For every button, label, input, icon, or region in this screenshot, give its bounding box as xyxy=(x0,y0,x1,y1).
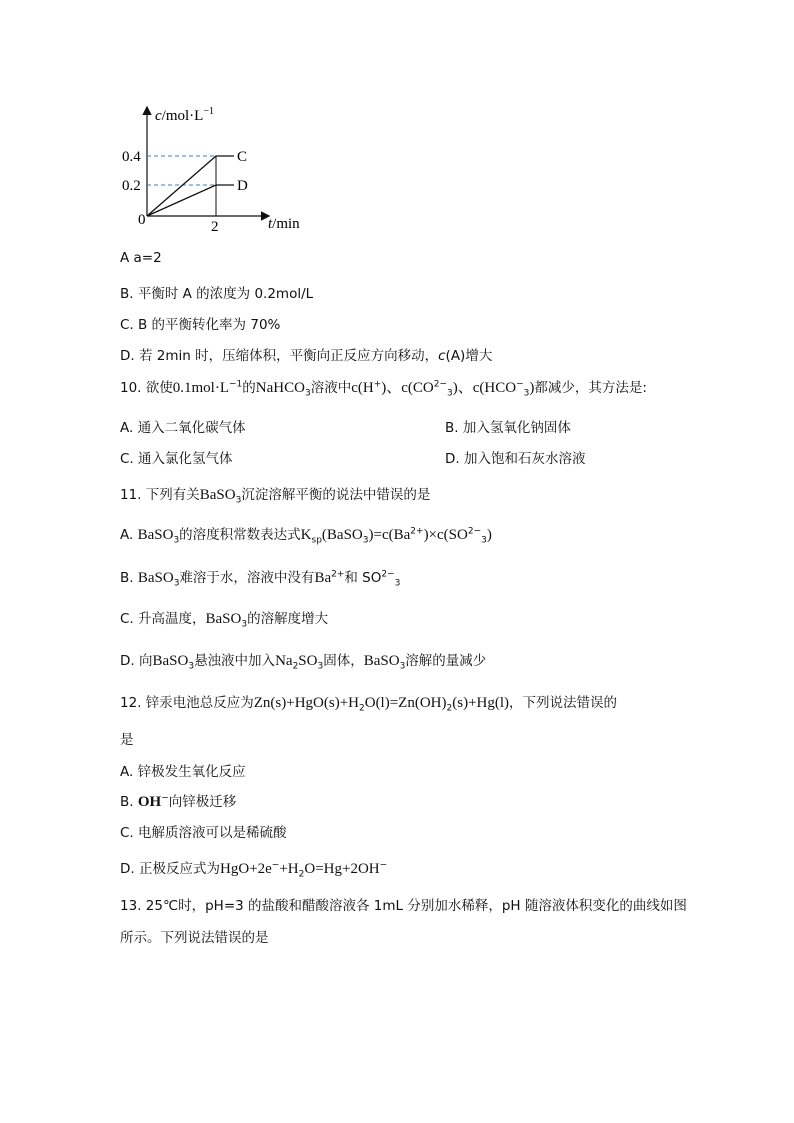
series-D-label: D xyxy=(237,178,248,194)
series-D-line xyxy=(147,185,234,216)
origin-label: 0 xyxy=(138,212,146,228)
q12-option-d: D. 正极反应式为$HgO+2e^-+H_2O=Hg+2OH^-$ xyxy=(120,860,388,880)
q11-option-d: D. 向BaSO$_3$悬浊液中加入$Na_2SO_3$固体，BaSO$_3$溶解的量减少 xyxy=(120,653,487,672)
concentration-time-graph xyxy=(110,100,320,240)
y-tick-0-2: 0.2 xyxy=(122,178,141,194)
q13-stem-line1: 13. 25℃时，pH=3 的盐酸和醋酸溶液各 1mL 分别加水稀释，pH 随溶液体积变化的曲线如图 xyxy=(120,898,687,914)
q10-option-a: A. 通入二氧化碳气体 xyxy=(120,420,246,436)
q9-option-d: D. 若 2min 时，压缩体积，平衡向正反应方向移动，c(A)增大 xyxy=(120,348,493,364)
series-C-label: C xyxy=(237,149,248,165)
y-axis-label: $c/mol\cdot L^{-1}$ xyxy=(155,106,214,124)
series-C-line xyxy=(147,156,234,216)
y-tick-0-4: 0.4 xyxy=(122,149,141,165)
q12-option-a: A. 锌极发生氧化反应 xyxy=(120,764,246,780)
q10-stem: 10. 欲使$0.1mol\cdot L^{-1}$的NaHCO$_3$溶液中c(H+)、$c(CO^{2-}_3)$、$c(HCO^-_3)$都减少，其方法是: xyxy=(120,379,647,399)
q12-option-b: B. OH−向锌极迁移 xyxy=(120,793,237,810)
q11-option-c: C. 升高温度，BaSO$_3$的溶解度增大 xyxy=(120,611,329,630)
q12-stem-cont: 是 xyxy=(120,732,134,748)
q9-option-a: A a=2 xyxy=(120,250,162,266)
x-tick-2: 2 xyxy=(211,219,219,235)
x-axis-label: t/min xyxy=(268,216,300,232)
q9-option-c: C. B 的平衡转化率为 70% xyxy=(120,317,281,333)
q10-option-d: D. 加入饱和石灰水溶液 xyxy=(445,451,586,467)
q9-option-b: B. 平衡时 A 的浓度为 0.2mol/L xyxy=(120,286,314,302)
q12-stem: 12. 锌汞电池总反应为$Zn(s)+HgO(s)+H_2O(l)=Zn(OH)_2(s)+Hg(l)$，下列说法错误的 xyxy=(120,695,618,714)
q12-option-c: C. 电解质溶液可以是稀硫酸 xyxy=(120,825,287,841)
q10-option-b: B. 加入氢氧化钠固体 xyxy=(445,420,571,436)
q13-stem-line2: 所示。下列说法错误的是 xyxy=(120,930,269,946)
q10-option-c: C. 通入氯化氢气体 xyxy=(120,451,233,467)
q11-option-b: B. BaSO$_3$难溶于水，溶液中没有$Ba^{2+}$和 $SO^{2-}_3$ xyxy=(120,569,401,589)
q11-stem: 11. 下列有关BaSO$_3$沉淀溶解平衡的说法中错误的是 xyxy=(120,487,431,506)
q11-option-a: A. BaSO$_3$的溶度积常数表达式$K_{sp}(BaSO_3)=c(Ba^{2+})\times c(SO^{2-}_3)$ xyxy=(120,526,492,546)
